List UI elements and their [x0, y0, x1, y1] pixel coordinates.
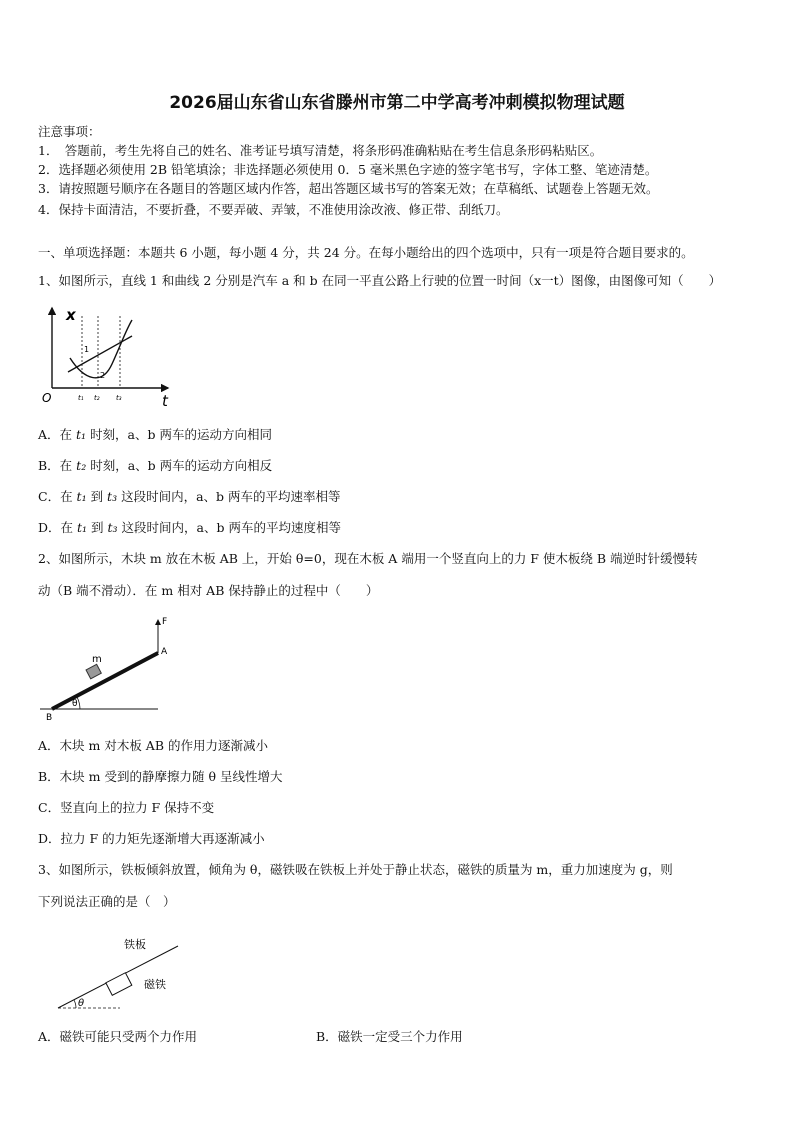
- q1-xt-graph: [40, 302, 180, 416]
- q2-stem-line2: 动（B 端不滑动）．在 m 相对 AB 保持静止的过程中（ ）: [38, 583, 379, 598]
- label-f: F: [162, 617, 168, 627]
- q2-option-d: D．拉力 F 的力矩先逐渐增大再逐渐减小: [38, 831, 265, 846]
- notice-item-2: 2．选择题必须使用 2B 铅笔填涂；非选择题必须使用 0．5 毫米黑色字迹的签字笔书写，字体工整、笔迹清楚。: [38, 162, 658, 177]
- page-title: 2026届山东省山东省滕州市第二中学高考冲刺模拟物理试题: [169, 93, 625, 113]
- q3-option-b: B．磁铁一定受三个力作用: [316, 1029, 463, 1044]
- board-ab: [52, 653, 158, 709]
- magnet: [106, 973, 132, 996]
- label-m: m: [92, 654, 102, 665]
- tick-t2: t₂: [94, 394, 100, 402]
- q2-stem-line1: 2、如图所示，木块 m 放在木板 AB 上，开始 θ=0，现在木板 A 端用一个竖直向上的力 F 使木板绕 B 端逆时针缓慢转: [38, 551, 698, 566]
- q3-option-a: A．磁铁可能只受两个力作用: [38, 1029, 198, 1044]
- notice-item-1: 1． 答题前，考生先将自己的姓名、准考证号填写清楚，将条形码准确粘贴在考生信息条形码粘贴区。: [38, 143, 603, 158]
- block-m: [86, 664, 101, 678]
- q1-stem: 1、如图所示，直线 1 和曲线 2 分别是汽车 a 和 b 在同一平直公路上行驶的位置一时间（x一t）图像，由图像可知（ ）: [38, 273, 722, 288]
- label-a: A: [161, 647, 168, 657]
- q1-option-b: B．在 t₂ 时刻，a、b 两车的运动方向相反: [38, 458, 273, 473]
- label-theta: θ: [78, 998, 85, 1009]
- notice-heading: 注意事项：: [38, 124, 101, 139]
- notice-item-4: 4．保持卡面清洁，不要折叠，不要弄破、弄皱，不准使用涂改液、修正带、刮纸刀。: [38, 202, 509, 217]
- theta-arc: [74, 1000, 76, 1008]
- origin-label: O: [42, 391, 52, 405]
- t-axis-label: t: [162, 392, 168, 410]
- q3-stem-line1: 3、如图所示，铁板倾斜放置，倾角为 θ，磁铁吸在铁板上并处于静止状态，磁铁的质量为 m，重力加速度为 g，则: [38, 862, 673, 877]
- label-b: B: [46, 713, 53, 723]
- section-heading: 一、单项选择题：本题共 6 小题，每小题 4 分，共 24 分。在每小题给出的四个选项中，只有一项是符合题目要求的。: [38, 245, 694, 260]
- tick-t3: t₃: [116, 394, 122, 402]
- q2-option-a: A．木块 m 对木板 AB 的作用力逐渐减小: [38, 738, 268, 753]
- q2-option-b: B．木块 m 受到的静摩擦力随 θ 呈线性增大: [38, 769, 283, 784]
- q2-board-diagram: [40, 612, 180, 728]
- q1-option-d: D．在 t₁ 到 t₃ 这段时间内，a、b 两车的平均速度相等: [38, 520, 341, 535]
- q1-option-c: C．在 t₁ 到 t₃ 这段时间内，a、b 两车的平均速率相等: [38, 489, 341, 504]
- q2-option-c: C．竖直向上的拉力 F 保持不变: [38, 800, 215, 815]
- q3-stem-line2: 下列说法正确的是（ ）: [38, 894, 176, 909]
- label-theta: θ: [72, 699, 78, 709]
- label-1: 1: [84, 345, 90, 354]
- q3-plate-diagram: [50, 932, 190, 1018]
- label-magnet: 磁铁: [144, 978, 166, 991]
- curve-2: [70, 320, 132, 378]
- x-axis-label: x: [66, 306, 76, 324]
- notice-item-3: 3．请按照题号顺序在各题目的答题区域内作答，超出答题区域书写的答案无效；在草稿纸、试题卷上答题无效。: [38, 181, 659, 196]
- label-plate: 铁板: [124, 938, 146, 951]
- tick-t1: t₁: [78, 394, 84, 402]
- label-2: 2: [100, 371, 106, 380]
- q1-option-a: A．在 t₁ 时刻，a、b 两车的运动方向相同: [38, 427, 272, 442]
